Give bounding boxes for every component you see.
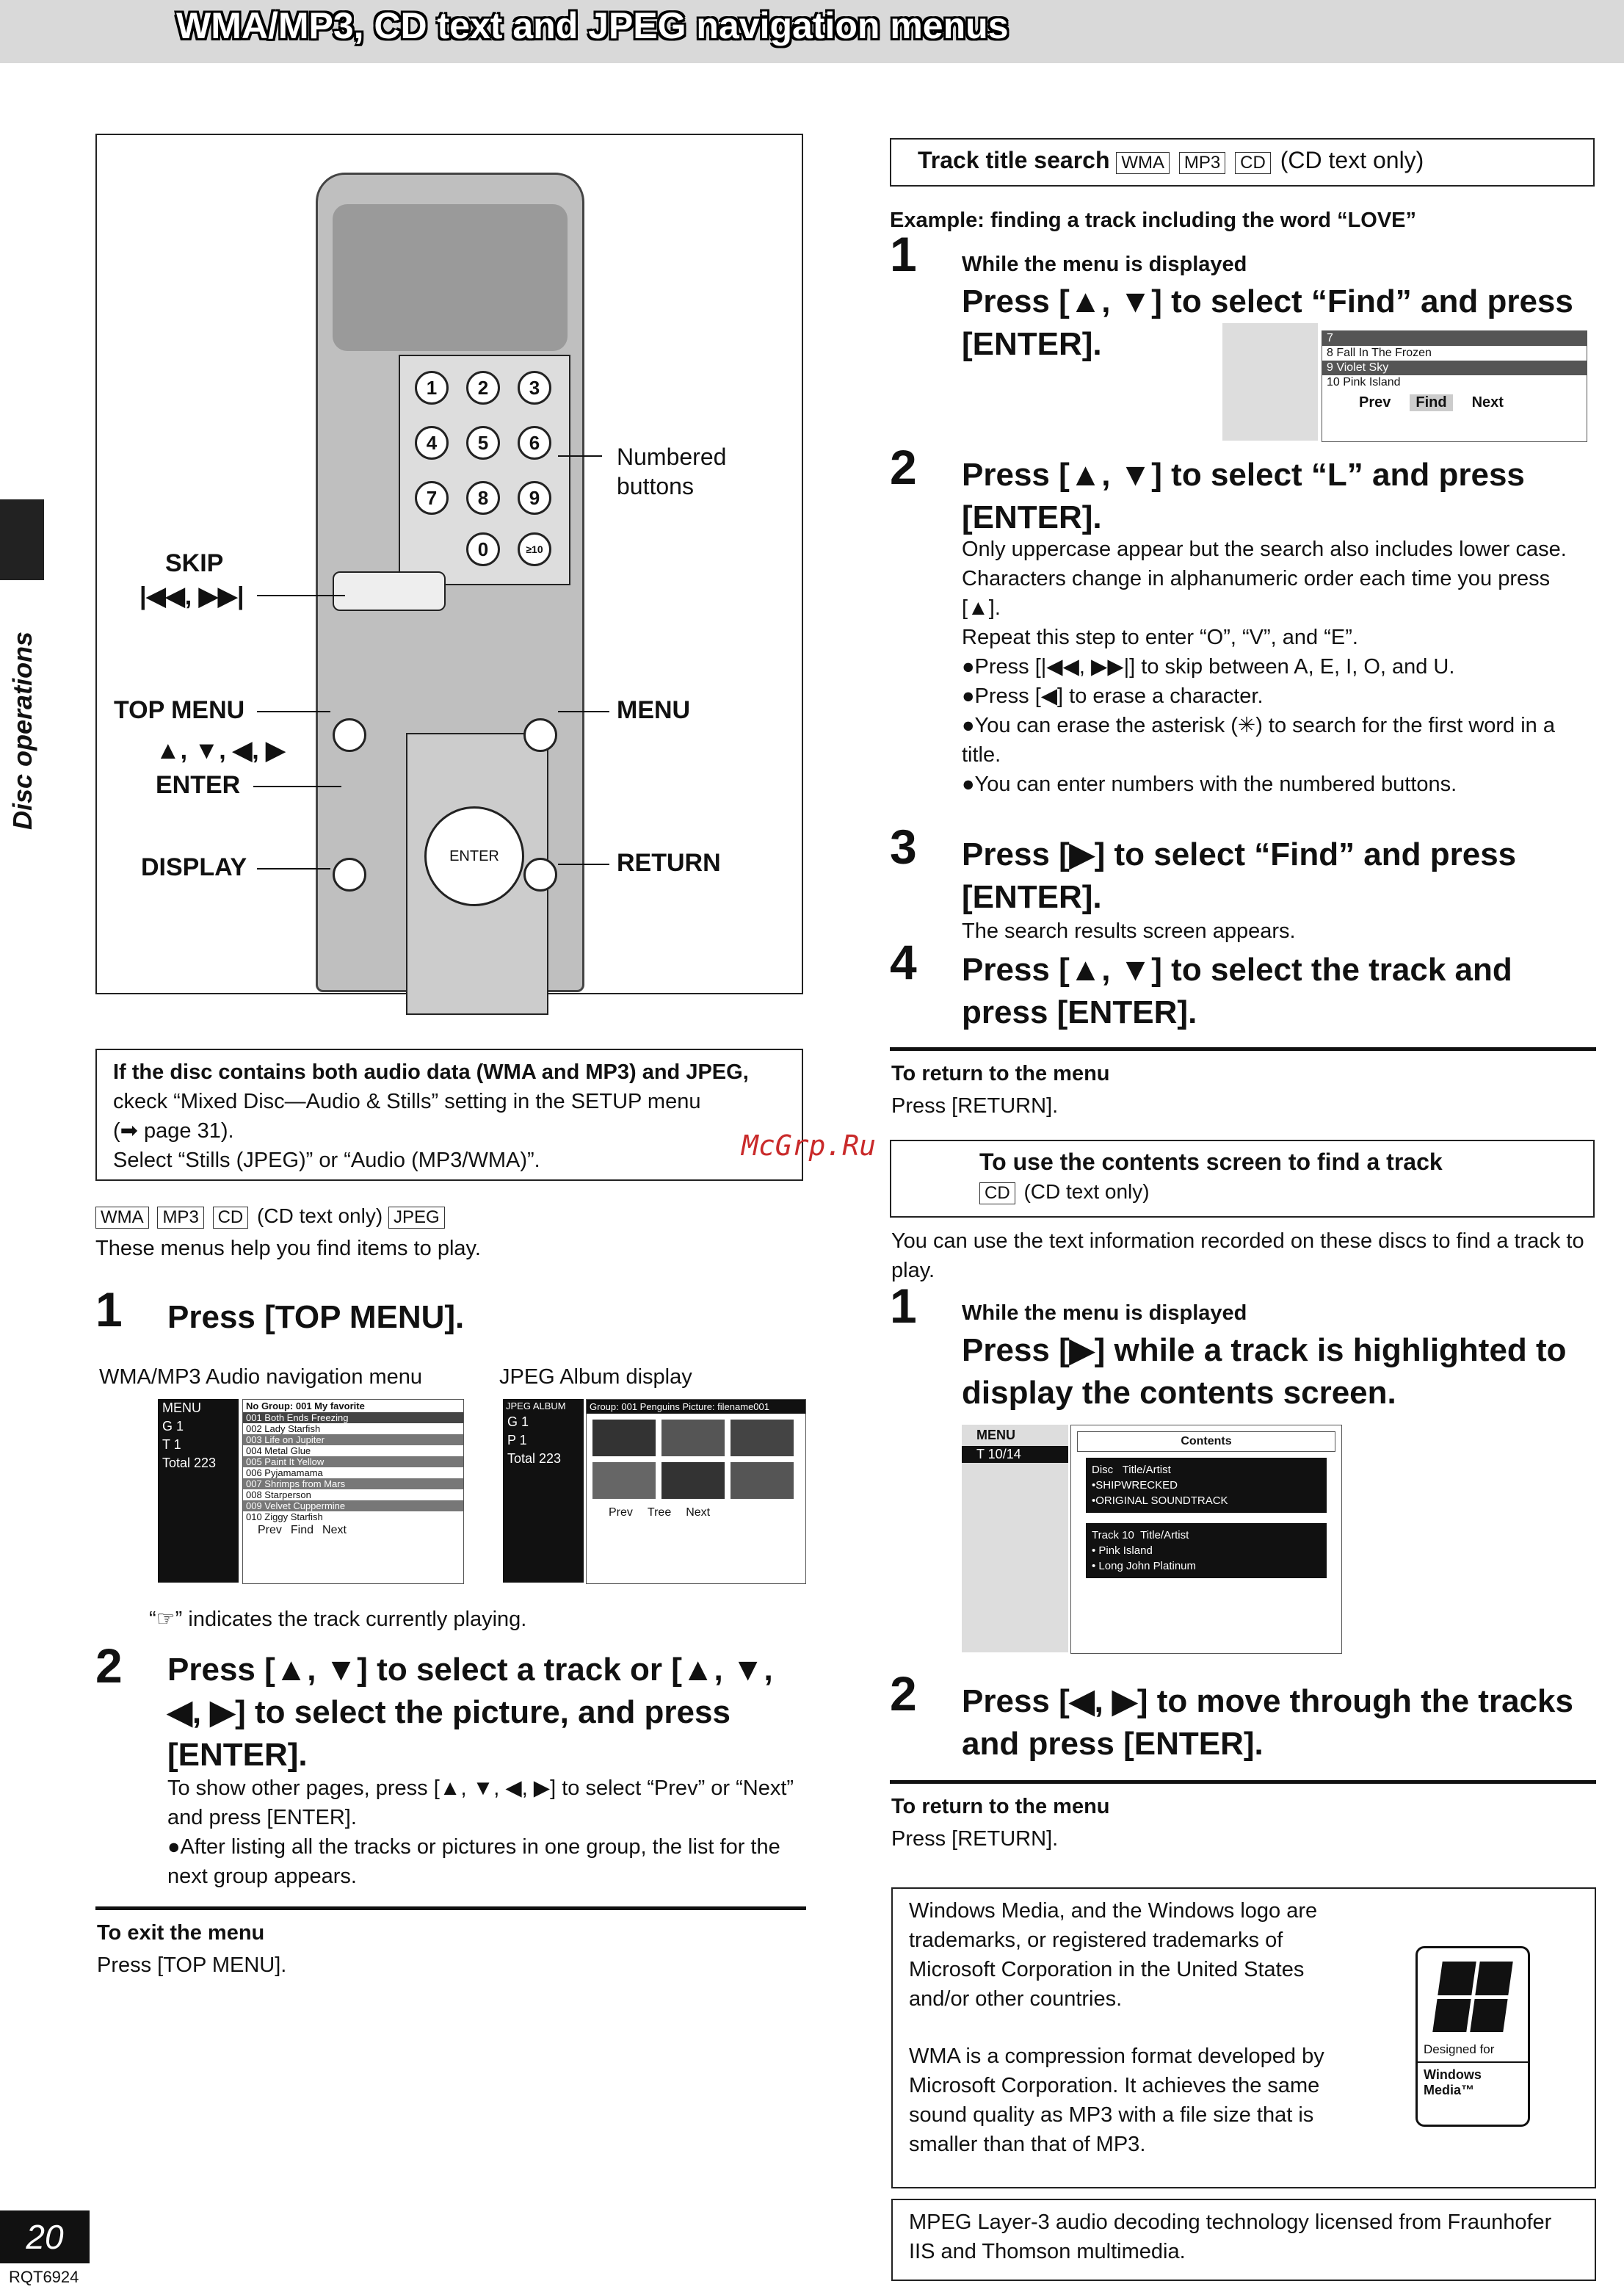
step-precondition: While the menu is displayed xyxy=(962,1301,1247,1325)
exit-menu-heading: To exit the menu xyxy=(97,1921,265,1945)
page-number: 20 xyxy=(0,2210,90,2263)
jpeg-album-grid xyxy=(586,1399,806,1584)
format-tags xyxy=(95,1204,448,1229)
track-artist: • Long John Platinum xyxy=(1092,1560,1197,1572)
windows-media-logo xyxy=(1415,1946,1530,2127)
section-tab-marker xyxy=(0,499,44,580)
key-4: 4 xyxy=(415,426,449,460)
step-title: Press [▲, ▼] to select the track and press [ENTER]. xyxy=(962,952,1512,1030)
step-body: The search results screen appears. xyxy=(962,919,1296,943)
audio-menu-caption: WMA/MP3 Audio navigation menu xyxy=(99,1365,423,1389)
display-label: DISPLAY xyxy=(141,853,247,881)
find-screen-list xyxy=(1322,330,1587,442)
step-number: 2 xyxy=(890,440,917,494)
page-title: WMA/MP3, CD text and JPEG navigation menus xyxy=(176,5,1009,46)
step-body-line: ●You can erase the asterisk (✳) to search for the first word in a title. xyxy=(962,714,1555,767)
audio-track-list xyxy=(242,1399,464,1584)
skip-buttons xyxy=(333,571,446,611)
list-item: 008 Starperson xyxy=(246,1489,311,1500)
picture-thumbnail xyxy=(592,1420,656,1456)
tag-note: (CD text only) xyxy=(257,1204,383,1227)
skip-keys-label: |◀◀, ▶▶| xyxy=(139,582,244,610)
list-item: 006 Pyjamamama xyxy=(246,1467,323,1478)
numbered-button-panel xyxy=(399,355,570,585)
display-key xyxy=(333,858,366,892)
prev-button: Prev xyxy=(258,1524,282,1536)
audio-menu-sidebar xyxy=(158,1399,239,1583)
search-box-note: (CD text only) xyxy=(1280,147,1424,173)
divider xyxy=(890,1047,1596,1051)
next-button: Next xyxy=(322,1524,347,1536)
enter-key: ENTER xyxy=(424,806,524,906)
top-button-area xyxy=(333,204,568,351)
tag-cd: CD xyxy=(979,1182,1015,1204)
picture-thumbnail xyxy=(731,1420,794,1456)
tag-cd: CD xyxy=(213,1207,249,1229)
key-8: 8 xyxy=(466,481,500,515)
list-item: 003 Life on Jupiter xyxy=(243,1434,463,1445)
list-item: 002 Lady Starfish xyxy=(246,1423,321,1434)
leader-line xyxy=(253,786,341,787)
step-body: To show other pages, press [▲, ▼, ◀, ▶] to select “Prev” or “Next” and press [ENTER]. xyxy=(167,1776,794,1829)
skip-label: SKIP xyxy=(165,549,224,577)
menu-label: MENU xyxy=(976,1428,1015,1442)
mpeg-license-box xyxy=(891,2199,1596,2281)
picture-thumbnail xyxy=(592,1462,656,1499)
track-column: Title/Artist xyxy=(1140,1529,1189,1541)
picture-thumbnail xyxy=(661,1462,725,1499)
step-title: Press [▲, ▼] to select “L” and press [ENTER]. xyxy=(962,457,1525,535)
album-label: JPEG ALBUM xyxy=(506,1400,566,1411)
track-title-search-box xyxy=(890,138,1595,187)
track-label: Track 10 xyxy=(1092,1529,1134,1541)
tag-mp3: MP3 xyxy=(1179,152,1225,174)
jpeg-menu-sidebar xyxy=(503,1399,584,1583)
step-body-line: Characters change in alphanumeric order each time you press [▲]. xyxy=(962,567,1551,620)
step-body-line: ●Press [|◀◀, ▶▶|] to skip between A, E, I, O, and U. xyxy=(962,655,1455,679)
return-body: Press [RETURN]. xyxy=(891,1094,1059,1118)
mixed-note-line: Select “Stills (JPEG)” or “Audio (MP3/WMA)”. xyxy=(113,1149,540,1172)
find-button: Find xyxy=(1410,394,1452,411)
contents-screen-box xyxy=(890,1140,1595,1218)
tag-wma: WMA xyxy=(1116,152,1170,174)
top-menu-key xyxy=(333,718,366,752)
list-item: 007 Shrimps from Mars xyxy=(243,1478,463,1489)
logo-top-text: Designed for xyxy=(1424,2042,1495,2056)
picture-thumbnail xyxy=(661,1420,725,1456)
list-item: 009 Velvet Cuppermine xyxy=(243,1500,463,1511)
leader-line xyxy=(558,711,609,712)
menus-intro: These menus help you find items to play. xyxy=(95,1237,481,1260)
example-line: Example: finding a track including the word “LOVE” xyxy=(890,209,1417,232)
mixed-note-title: If the disc contains both audio data (WMA and MP3) and JPEG, xyxy=(113,1060,749,1084)
logo-bottom-text: Windows Media™ xyxy=(1418,2061,1528,2103)
return-heading: To return to the menu xyxy=(891,1795,1110,1818)
list-item: 7 xyxy=(1322,331,1587,346)
leader-line xyxy=(257,711,330,712)
exit-menu-body: Press [TOP MENU]. xyxy=(97,1953,287,1977)
section-label: Disc operations xyxy=(7,631,37,830)
disc-title: •SHIPWRECKED xyxy=(1092,1479,1178,1492)
step-title: Press [▶] while a track is highlighted to display the contents screen. xyxy=(962,1332,1567,1411)
prev-button: Prev xyxy=(1359,394,1391,411)
key-1: 1 xyxy=(415,371,449,405)
key-10-plus: ≥10 xyxy=(518,532,551,566)
leader-line xyxy=(558,864,609,865)
step-precondition: While the menu is displayed xyxy=(962,253,1247,276)
prev-button: Prev xyxy=(609,1506,633,1519)
contents-box-note: (CD text only) xyxy=(1023,1180,1150,1203)
leader-line xyxy=(257,595,345,596)
key-0: 0 xyxy=(466,532,500,566)
disc-label: Disc xyxy=(1092,1464,1114,1476)
list-item: 010 Ziggy Starfish xyxy=(246,1511,323,1522)
picture-counter: P 1 xyxy=(507,1433,527,1447)
list-header: No Group: 001 My favorite xyxy=(246,1400,365,1411)
contents-title: Contents xyxy=(1077,1431,1335,1452)
key-2: 2 xyxy=(466,371,500,405)
search-box-title: Track title search xyxy=(918,147,1110,173)
trademark-text: Windows Media, and the Windows logo are trademarks, or registered trademarks of Microsoft Corporation in the United States and/or other countries. xyxy=(909,1899,1318,2011)
disc-info xyxy=(1086,1458,1327,1513)
contents-box-title: To use the contents screen to find a track xyxy=(979,1149,1443,1175)
track-counter: T 10/14 xyxy=(962,1446,1068,1463)
disc-column: Title/Artist xyxy=(1122,1464,1171,1476)
next-button: Next xyxy=(686,1506,711,1519)
menu-label: MENU xyxy=(162,1400,201,1415)
track-info xyxy=(1086,1523,1327,1578)
track-counter: T 1 xyxy=(162,1437,181,1452)
step-title: Press [▶] to select “Find” and press [ENTER]. xyxy=(962,836,1517,915)
return-heading: To return to the menu xyxy=(891,1062,1110,1085)
mixed-disc-note xyxy=(95,1049,803,1181)
return-label: RETURN xyxy=(617,849,721,877)
step-title: Press [◀, ▶] to move through the tracks and press [ENTER]. xyxy=(962,1683,1573,1762)
key-6: 6 xyxy=(518,426,551,460)
mpeg-license-text: MPEG Layer-3 audio decoding technology licensed from Fraunhofer IIS and Thomson multimedia. xyxy=(909,2210,1552,2263)
step-number: 3 xyxy=(890,820,917,874)
windows-flag-icon xyxy=(1432,1962,1512,2032)
step-body-line: Only uppercase appear but the search also includes lower case. xyxy=(962,538,1567,561)
return-body: Press [RETURN]. xyxy=(891,1827,1059,1851)
playing-note: “☞” indicates the track currently playing. xyxy=(149,1608,527,1631)
leader-line xyxy=(257,868,330,870)
mixed-note-line: (➡ page 31). xyxy=(113,1119,234,1143)
disc-artist: •ORIGINAL SOUNDTRACK xyxy=(1092,1494,1228,1507)
step-title: Press [▲, ▼] to select a track or [▲, ▼, ◀, ▶] to select the picture, and press [ENTER]. xyxy=(167,1652,773,1773)
wma-description: WMA is a compression format developed by Microsoft Corporation. It achieves the same sound quality as MP3 with a file size that is smaller than that of MP3. xyxy=(909,2045,1324,2156)
contents-screen-sidebar xyxy=(962,1425,1068,1652)
tag-jpeg: JPEG xyxy=(388,1207,445,1229)
list-item: 10 Pink Island xyxy=(1327,376,1401,388)
step-number: 1 xyxy=(890,227,917,281)
tag-mp3: MP3 xyxy=(157,1207,203,1229)
divider xyxy=(95,1906,806,1910)
step-title: Press [▲, ▼] to select “Find” and press [ENTER]. xyxy=(962,283,1573,362)
leader-line xyxy=(558,455,602,457)
step-body xyxy=(962,535,1593,799)
step-body-line: ●Press [◀] to erase a character. xyxy=(962,684,1264,708)
enter-label: ENTER xyxy=(156,771,241,799)
step-number: 2 xyxy=(95,1638,123,1693)
arrows-label: ▲, ▼, ◀, ▶ xyxy=(156,737,286,764)
list-item: 8 Fall In The Frozen xyxy=(1327,347,1432,359)
menu-key xyxy=(523,718,557,752)
tag-wma: WMA xyxy=(95,1207,149,1229)
step-number: 1 xyxy=(890,1279,917,1333)
find-button: Find xyxy=(290,1524,314,1536)
tree-button: Tree xyxy=(647,1506,672,1519)
tag-cd: CD xyxy=(1235,152,1271,174)
group-counter: G 1 xyxy=(162,1419,184,1434)
track-title: • Pink Island xyxy=(1092,1544,1153,1557)
step-body-line: ●You can enter numbers with the numbered buttons. xyxy=(962,773,1457,796)
mixed-note-line: ckeck “Mixed Disc—Audio & Stills” setting in the SETUP menu xyxy=(113,1090,701,1113)
menu-label: MENU xyxy=(617,696,691,724)
album-header: Group: 001 Penguins Picture: filename001 xyxy=(587,1400,805,1414)
list-item: 005 Paint It Yellow xyxy=(243,1456,463,1467)
next-button: Next xyxy=(1471,394,1504,411)
find-screen-sidebar xyxy=(1222,323,1318,441)
list-item: 9 Violet Sky xyxy=(1322,361,1587,375)
key-3: 3 xyxy=(518,371,551,405)
list-item: 001 Both Ends Freezing xyxy=(243,1412,463,1423)
return-key xyxy=(523,858,557,892)
step-body-line: Repeat this step to enter “O”, “V”, and “E”. xyxy=(962,626,1358,649)
picture-thumbnail xyxy=(731,1462,794,1499)
total-counter: Total 223 xyxy=(162,1456,217,1470)
step-title: Press [TOP MENU]. xyxy=(167,1299,465,1335)
total-counter: Total 223 xyxy=(507,1451,562,1466)
contents-intro: You can use the text information recorded on these discs to find a track to play. xyxy=(891,1229,1584,1282)
numbered-buttons-label: Numbered buttons xyxy=(617,444,727,499)
model-code: RQT6924 xyxy=(9,2268,79,2286)
trademark-box xyxy=(891,1887,1596,2188)
list-item: 004 Metal Glue xyxy=(246,1445,311,1456)
divider xyxy=(890,1780,1596,1784)
step-number: 4 xyxy=(890,935,917,989)
key-5: 5 xyxy=(466,426,500,460)
step-number: 2 xyxy=(890,1666,917,1721)
top-menu-label: TOP MENU xyxy=(114,696,245,724)
step-body: ●After listing all the tracks or pictures in one group, the list for the next group appears. xyxy=(167,1835,780,1888)
contents-screen-panel xyxy=(1070,1425,1342,1654)
step-number: 1 xyxy=(95,1282,123,1337)
key-9: 9 xyxy=(518,481,551,515)
remote-control-illustration xyxy=(316,173,584,992)
jpeg-menu-caption: JPEG Album display xyxy=(499,1365,692,1389)
watermark: McGrp.Ru xyxy=(742,1129,877,1162)
group-counter: G 1 xyxy=(507,1414,529,1429)
key-7: 7 xyxy=(415,481,449,515)
